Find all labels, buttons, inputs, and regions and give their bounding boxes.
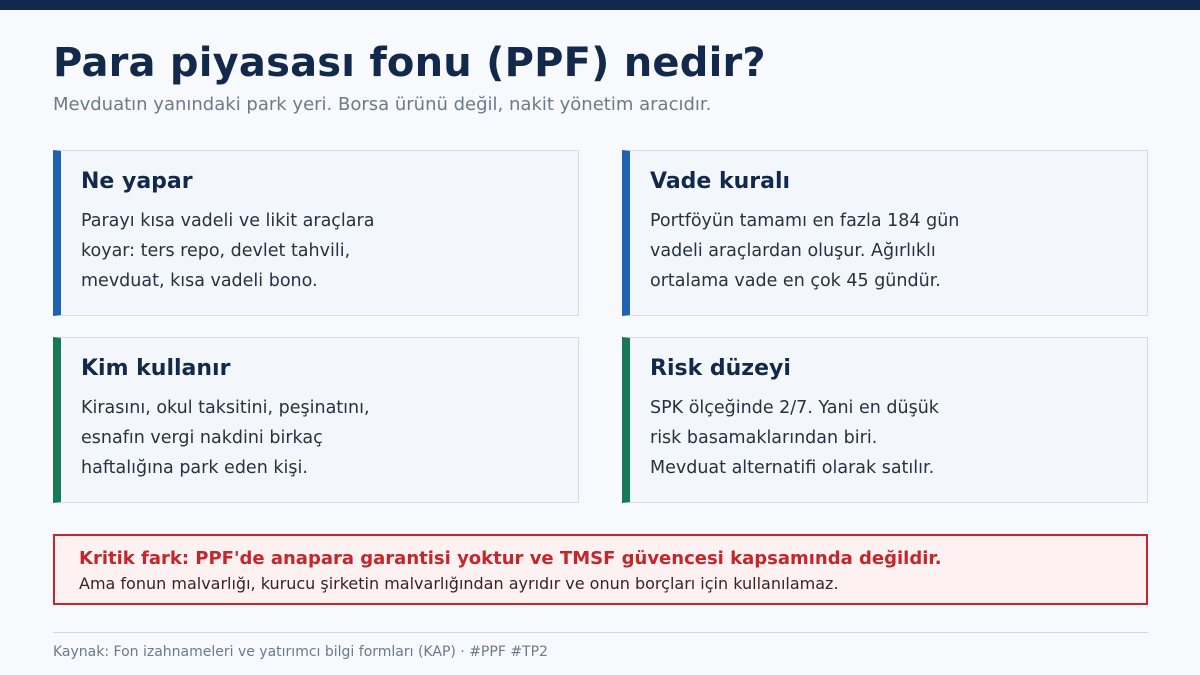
card-ne-yapar [53, 150, 579, 316]
card-body: SPK ölçeğinde 2/7. Yani en düşük risk basamaklarından biri. Mevduat alternatifi olarak satılır. [650, 398, 939, 478]
source-footer: Kaynak: Fon izahnameleri ve yatırımcı bilgi formları (KAP) · #PPF #TP2 [53, 644, 548, 660]
page-subtitle: Mevduatın yanındaki park yeri. Borsa ürünü değil, nakit yönetim aracıdır. [53, 94, 712, 115]
page-title: Para piyasası fonu (PPF) nedir? [53, 40, 766, 86]
card-title: Risk düzeyi [650, 356, 791, 381]
alert-body: Ama fonun malvarlığı, kurucu şirketin malvarlığından ayrıdır ve onun borçları için kullanılamaz. [79, 574, 839, 593]
card-body: Kirasını, okul taksitini, peşinatını, esnafın vergi nakdini birkaç haftalığına park eden kişi. [81, 398, 370, 478]
card-risk-duzeyi [622, 337, 1148, 503]
card-vade-kurali [622, 150, 1148, 316]
critical-difference-alert [53, 534, 1148, 605]
card-kim-kullanir [53, 337, 579, 503]
card-title: Kim kullanır [81, 356, 231, 381]
top-accent-bar [0, 0, 1200, 10]
card-title: Ne yapar [81, 169, 193, 194]
footer-divider [53, 632, 1148, 633]
card-body: Portföyün tamamı en fazla 184 gün vadeli araçlardan oluşur. Ağırlıklı ortalama vade en çok 45 gündür. [650, 211, 960, 291]
card-title: Vade kuralı [650, 169, 791, 194]
card-body: Parayı kısa vadeli ve likit araçlara koyar: ters repo, devlet tahvili, mevduat, kısa vadeli bono. [81, 211, 375, 291]
alert-title: Kritik fark: PPF'de anapara garantisi yoktur ve TMSF güvencesi kapsamında değildir. [79, 548, 942, 569]
